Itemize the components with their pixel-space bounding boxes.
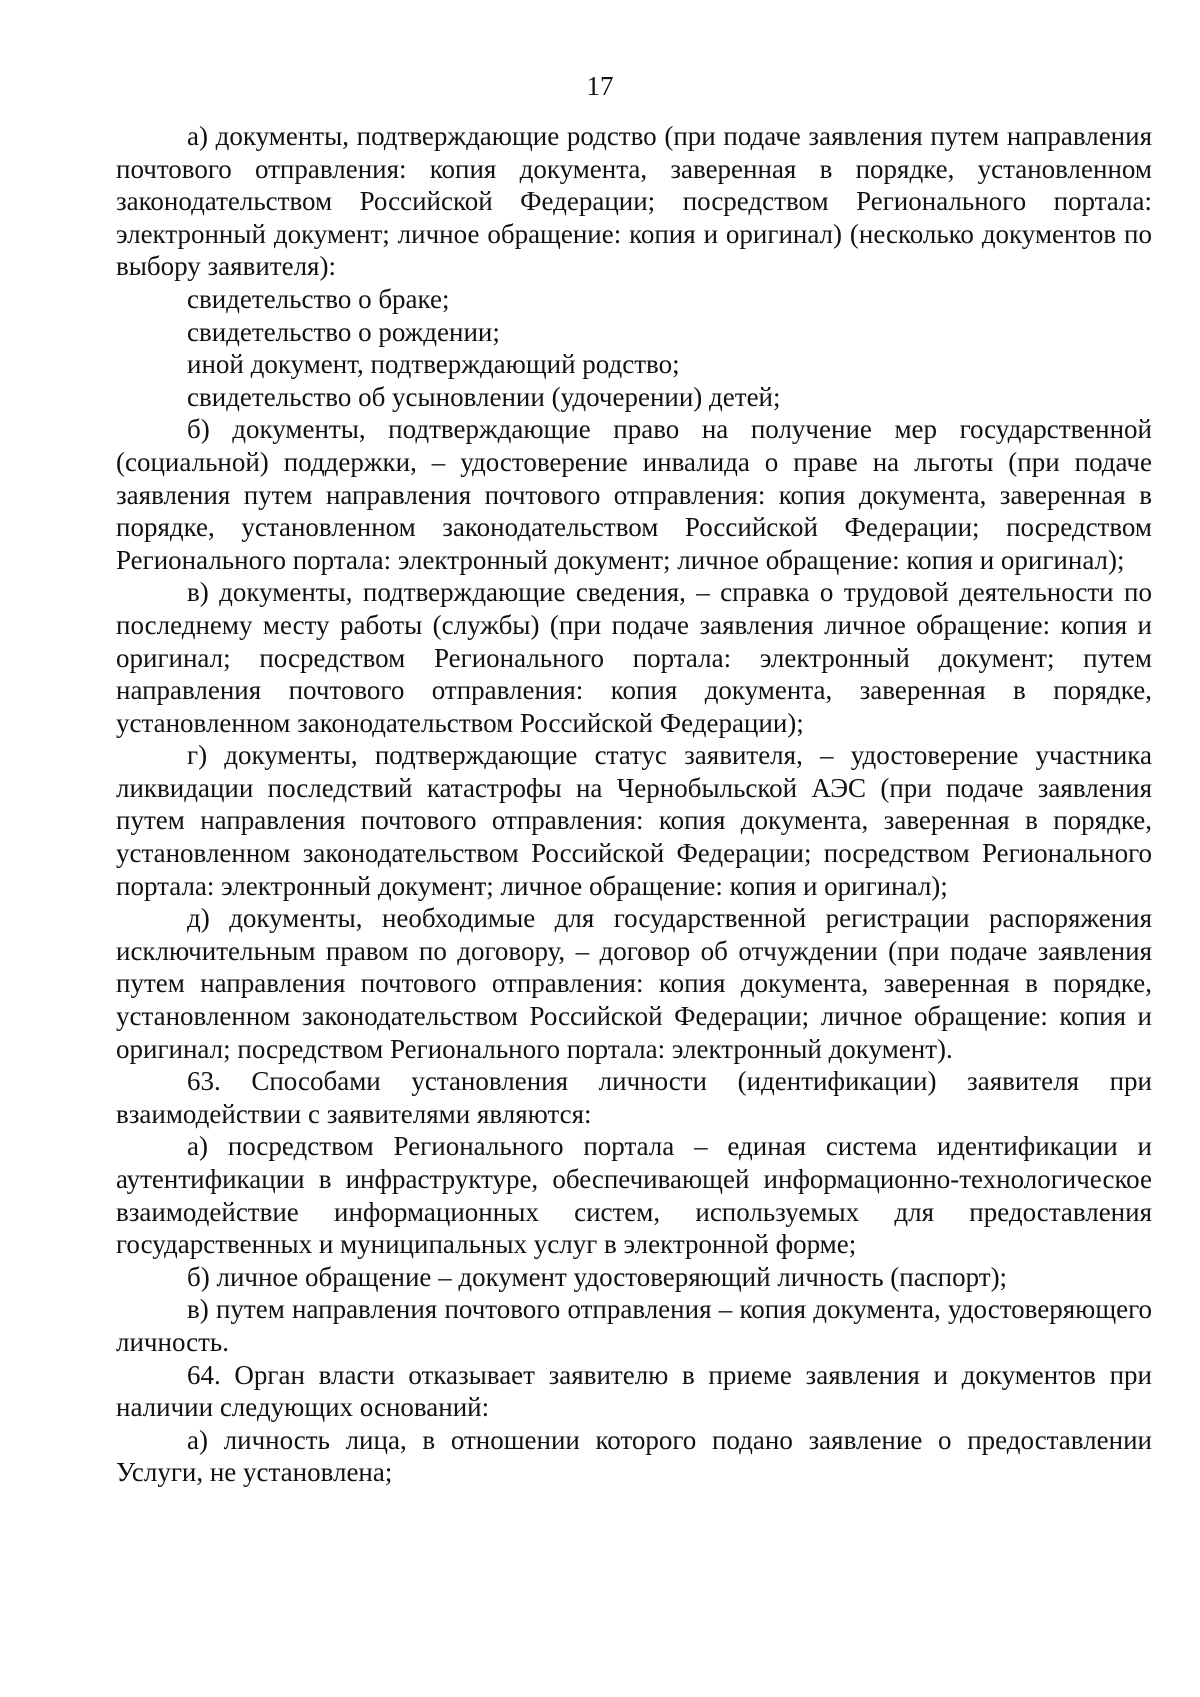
paragraph-identification-mail: в) путем направления почтового отправления – копия документа, удостоверяющего личность. <box>116 1294 1152 1357</box>
paragraph-related-documents: а) документы, подтверждающие родство (при подаче заявления путем направления почтового отправления: копия документа, заверенная в порядке, установленном законодательством Российской Федерации; посредством Регионального портала: электронный документ; личное обращение: копия и оригинал) (несколько документов по выбору заявителя): <box>116 121 1152 282</box>
paragraph-identification-personal: б) личное обращение – документ удостоверяющий личность (паспорт); <box>187 1261 1008 1292</box>
paragraph-identification-methods: 63. Способами установления личности (идентификации) заявителя при взаимодействии с заявителями являются: <box>116 1066 1152 1129</box>
paragraph-support-right-documents: б) документы, подтверждающие право на получение мер государственной (социальной) поддержки, – удостоверение инвалида о праве на льготы (при подаче заявления путем направления почтового отправления: копия документа, заверенная в порядке, установленном законодательством Российской Федерации; посредством Регионального портала: электронный документ; личное обращение: копия и оригинал); <box>116 414 1152 575</box>
document-body <box>116 120 1152 1489</box>
list-item-birth-certificate: свидетельство о рождении; <box>187 316 500 347</box>
list-item-adoption-certificate: свидетельство об усыновлении (удочерении) детей; <box>187 381 781 412</box>
paragraph-status-documents: г) документы, подтверждающие статус заявителя, – удостоверение участника ликвидации последствий катастрофы на Чернобыльской АЭС (при подаче заявления путем направления почтового отправления: копия документа, заверенная в порядке, установленном законодательством Российской Федерации; посредством Регионального портала: электронный документ; личное обращение: копия и оригинал); <box>116 740 1152 901</box>
paragraph-registration-documents: д) документы, необходимые для государственной регистрации распоряжения исключительным правом по договору, – договор об отчуждении (при подаче заявления путем направления почтового отправления: копия документа, заверенная в порядке, установленном законодательством Российской Федерации; личное обращение: копия и оригинал; посредством Регионального портала: электронный документ). <box>116 903 1152 1064</box>
list-item-marriage-certificate: свидетельство о браке; <box>187 283 450 314</box>
paragraph-refusal-grounds: 64. Орган власти отказывает заявителю в приеме заявления и документов при наличии следующих оснований: <box>116 1359 1152 1423</box>
list-item-other-kinship-document: иной документ, подтверждающий родство; <box>187 349 680 380</box>
page-number: 17 <box>586 71 614 101</box>
paragraph-employment-documents: в) документы, подтверждающие сведения, – справка о трудовой деятельности по последнему месту работы (службы) (при подаче заявления личное обращение: копия и оригинал; посредством Регионального портала: электронный документ; путем направления почтового отправления: копия документа, заверенная в порядке, установленном законодательством Российской Федерации); <box>116 577 1152 738</box>
paragraph-refusal-identity: а) личность лица, в отношении которого подано заявление о предоставлении Услуги, не установлена; <box>116 1424 1152 1488</box>
paragraph-identification-portal: а) посредством Регионального портала – единая система идентификации и аутентификации в инфраструктуре, обеспечивающей информационно-технологическое взаимодействие информационных систем, используемых для предоставления государственных и муниципальных услуг в электронной форме; <box>116 1131 1152 1260</box>
